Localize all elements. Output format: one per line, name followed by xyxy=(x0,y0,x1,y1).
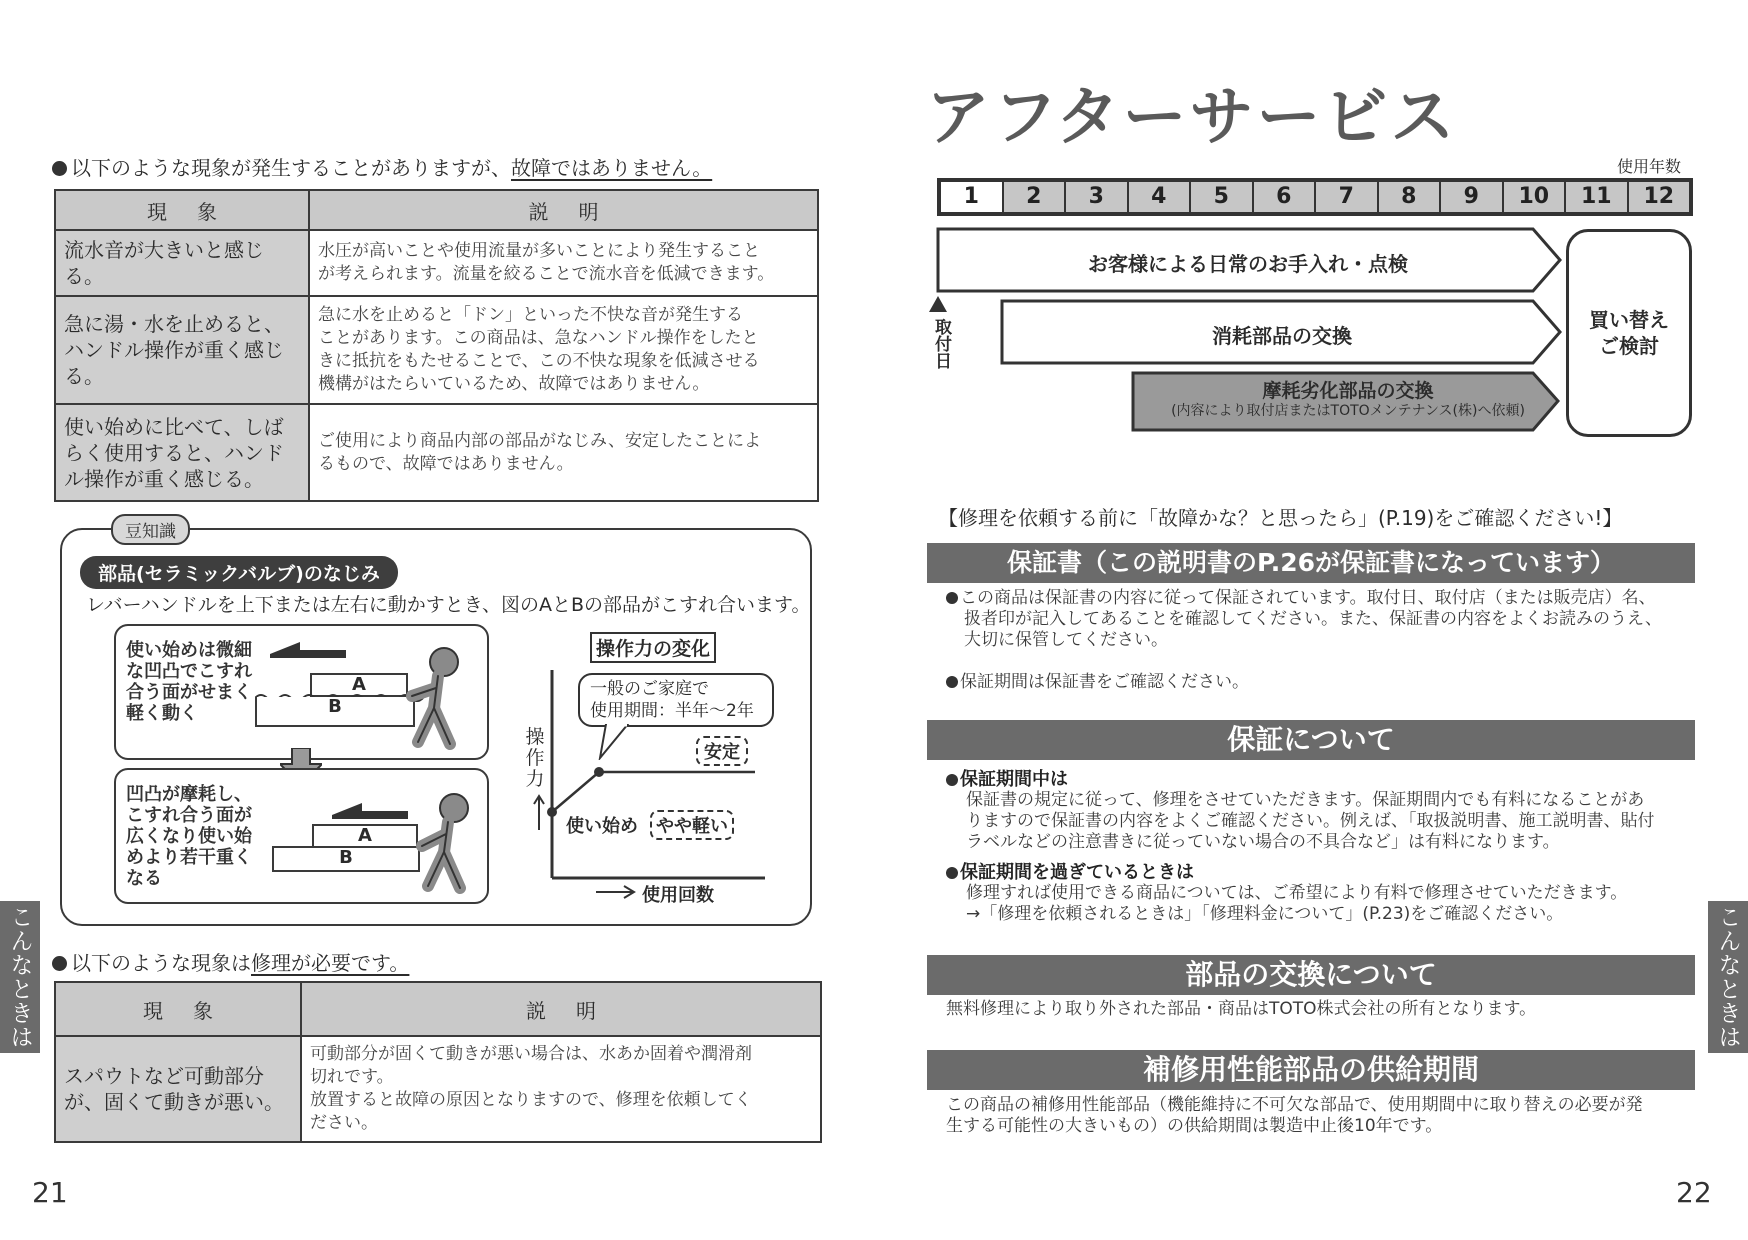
tip-lead: レバーハンドルを上下または左右に動かすとき、図のAとBの部品がこすれ合います。 xyxy=(86,594,811,616)
replace-box: 買い替え ご検討 xyxy=(1566,229,1692,437)
bubble-pointer xyxy=(598,724,638,760)
about-warranty-heading: 保証について xyxy=(927,720,1695,760)
bullet-icon xyxy=(52,956,67,971)
warranty-period-text: 保証期間は保証書をご確認ください。 xyxy=(946,672,1249,693)
years-label: 使用年数 xyxy=(1617,157,1682,176)
not-fault-intro xyxy=(52,152,712,181)
after-warranty-subheading: 保証期間を過ぎているときは xyxy=(946,858,1194,884)
arrow-worn-parts: 摩耗劣化部品の交換 (内容により取付店またはTOTOメンテナンス(株)へ依頼) xyxy=(1171,380,1525,419)
header-phenomenon: 現象 xyxy=(55,190,309,230)
year-cell: 10 xyxy=(1504,182,1567,212)
explanation-cell: 急に水を止めると「ドン」といった不快な音が発生する ことがあります。この商品は、急なハンドル操作をしたと きに抵抗をもたせることで、この不快な現象を低減させる 機構がはたらいているため、故障ではありません。 xyxy=(309,296,818,404)
year-cell: 3 xyxy=(1066,182,1129,212)
repair-table xyxy=(54,981,822,1143)
part-a: A xyxy=(310,673,408,697)
tip-tag: 豆知識 xyxy=(111,514,190,545)
year-cell: 9 xyxy=(1441,182,1504,212)
table-row xyxy=(55,296,818,404)
y-axis-label: 操作力 xyxy=(525,726,545,790)
year-cell: 4 xyxy=(1129,182,1192,212)
repair-intro xyxy=(52,947,409,976)
page-number-right: 22 xyxy=(1676,1176,1712,1209)
supply-text: この商品の補修用性能部品（機能維持に不可欠な部品で、使用期間中に取り替えの必要が発 生する可能性の大きいもの）の供給期間は製造中止後10年です。 xyxy=(946,1095,1643,1136)
repair-intro-emphasis: 修理が必要です。 xyxy=(251,951,410,975)
graph-title: 操作力の変化 xyxy=(590,632,716,663)
not-fault-intro-text: 以下のような現象が発生することがありますが、 xyxy=(71,156,511,180)
phenomenon-cell: 急に湯・水を止めると、 ハンドル操作が重く感じ る。 xyxy=(55,296,309,404)
supply-heading: 補修用性能部品の供給期間 xyxy=(927,1050,1695,1090)
arrow-right-icon xyxy=(596,885,636,899)
repair-notice: 【修理を依頼する前に「故障かな？と思ったら」(P.19)をご確認ください!】 xyxy=(938,506,1623,530)
part-a: A xyxy=(312,824,418,848)
parts-text: 無料修理により取り外された部品・商品はTOTO株式会社の所有となります。 xyxy=(946,999,1537,1019)
year-cell: 11 xyxy=(1566,182,1629,212)
side-tab-left: こんなときは xyxy=(0,901,40,1053)
install-date-label: 取付日 xyxy=(931,318,951,369)
stable-label: 安定 xyxy=(696,736,748,766)
bullet-icon xyxy=(946,867,958,879)
header-explanation: 説明 xyxy=(301,982,821,1036)
repair-intro-text: 以下のような現象は xyxy=(71,951,251,975)
not-fault-table xyxy=(54,189,819,502)
phenomenon-cell: スパウトなど可動部分 が、固くて動きが悪い。 xyxy=(55,1036,301,1142)
table-row xyxy=(55,230,818,296)
table-row xyxy=(55,1036,821,1142)
in-warranty-subheading: 保証期間中は xyxy=(946,765,1068,791)
warranty-heading: 保証書（この説明書のP.26が保証書になっています） xyxy=(927,543,1695,583)
side-tab-right: こんなときは xyxy=(1708,901,1748,1053)
table-row xyxy=(55,404,818,501)
not-fault-intro-emphasis: 故障ではありません。 xyxy=(511,156,713,180)
bullet-icon xyxy=(946,592,958,604)
arrow-daily-care: お客様による日常のお手入れ・点検 xyxy=(1088,252,1408,276)
panel-new-text: 使い始めは微細 な凹凸でこすれ 合う面がせまく 軽く動く xyxy=(126,640,252,724)
year-cell: 8 xyxy=(1379,182,1442,212)
year-cell: 7 xyxy=(1316,182,1379,212)
usage-bubble: 一般のご家庭で 使用期間：半年〜2年 xyxy=(578,673,774,727)
parts-heading: 部品の交換について xyxy=(927,955,1695,995)
explanation-cell: ご使用により商品内部の部品がなじみ、安定したことによ るもので、故障ではありません。 xyxy=(309,404,818,501)
page-number-left: 21 xyxy=(32,1176,68,1209)
part-b: B xyxy=(255,697,415,727)
arrow-left-icon xyxy=(332,803,408,819)
table-header-row xyxy=(55,982,821,1036)
warranty-text: この商品は保証書の内容に従って保証されています。取付日、取付店（または販売店）名、 扱者印が記入してあることを確認してください。また、保証書の内容をよくお読みのうえ、 大切に保管してください。 xyxy=(946,588,1662,651)
year-cell: 5 xyxy=(1191,182,1254,212)
lighter-label: やや軽い xyxy=(650,810,734,840)
page-title: アフターサービス xyxy=(926,81,1458,155)
in-warranty-text: 保証書の規定に従って、修理をさせていただきます。保証期間内でも有料になることがあ りますので保証書の内容をよくご確認ください。例えば、「取扱説明書、施工説明書、貼付 ラベルなどの注意書きに従っていない場合の不具合など」は有料になります。 xyxy=(966,790,1655,852)
tip-heading: 部品(セラミックバルブ)のなじみ xyxy=(80,556,398,589)
header-explanation: 説明 xyxy=(309,190,818,230)
arrow-left-icon xyxy=(270,642,346,658)
start-label: 使い始め xyxy=(566,816,638,837)
panel-worn-text: 凹凸が摩耗し、 こすれ合う面が 広くなり使い始 めより若干重く なる xyxy=(126,784,252,889)
year-cell: 6 xyxy=(1254,182,1317,212)
explanation-cell: 可動部分が固くて動きが悪い場合は、水あか固着や潤滑剤 切れです。 放置すると故障の原因となりますので、修理を依頼してく ださい。 xyxy=(301,1036,821,1142)
x-axis-label: 使用回数 xyxy=(642,885,714,906)
part-b: B xyxy=(272,846,420,872)
bullet-icon xyxy=(946,676,958,688)
years-row xyxy=(937,178,1693,216)
phenomenon-cell: 使い始めに比べて、しば らく使用すると、ハンド ル操作が重く感じる。 xyxy=(55,404,309,501)
year-cell: 12 xyxy=(1643,184,1675,209)
explanation-cell: 水圧が高いことや使用流量が多いことにより発生すること が考えられます。流量を絞ることで流水音を低減できます。 xyxy=(309,230,818,296)
after-warranty-text: 修理すれば使用できる商品については、ご希望により有料で修理させていただきます。 →「修理を依頼されるときは」「修理料金について」(P.23)をご確認ください。 xyxy=(966,883,1628,924)
arrow-consumables: 消耗部品の交換 xyxy=(1212,324,1352,348)
bullet-icon xyxy=(946,774,958,786)
bullet-icon xyxy=(52,161,67,176)
year-cell: 2 xyxy=(1004,182,1067,212)
year-cell: 1 xyxy=(941,182,1004,212)
pushing-figure-icon xyxy=(398,644,470,754)
phenomenon-cell: 流水音が大きいと感じる。 xyxy=(55,230,309,296)
header-phenomenon: 現象 xyxy=(55,982,301,1036)
table-header-row xyxy=(55,190,818,230)
pushing-figure-icon xyxy=(414,790,480,896)
